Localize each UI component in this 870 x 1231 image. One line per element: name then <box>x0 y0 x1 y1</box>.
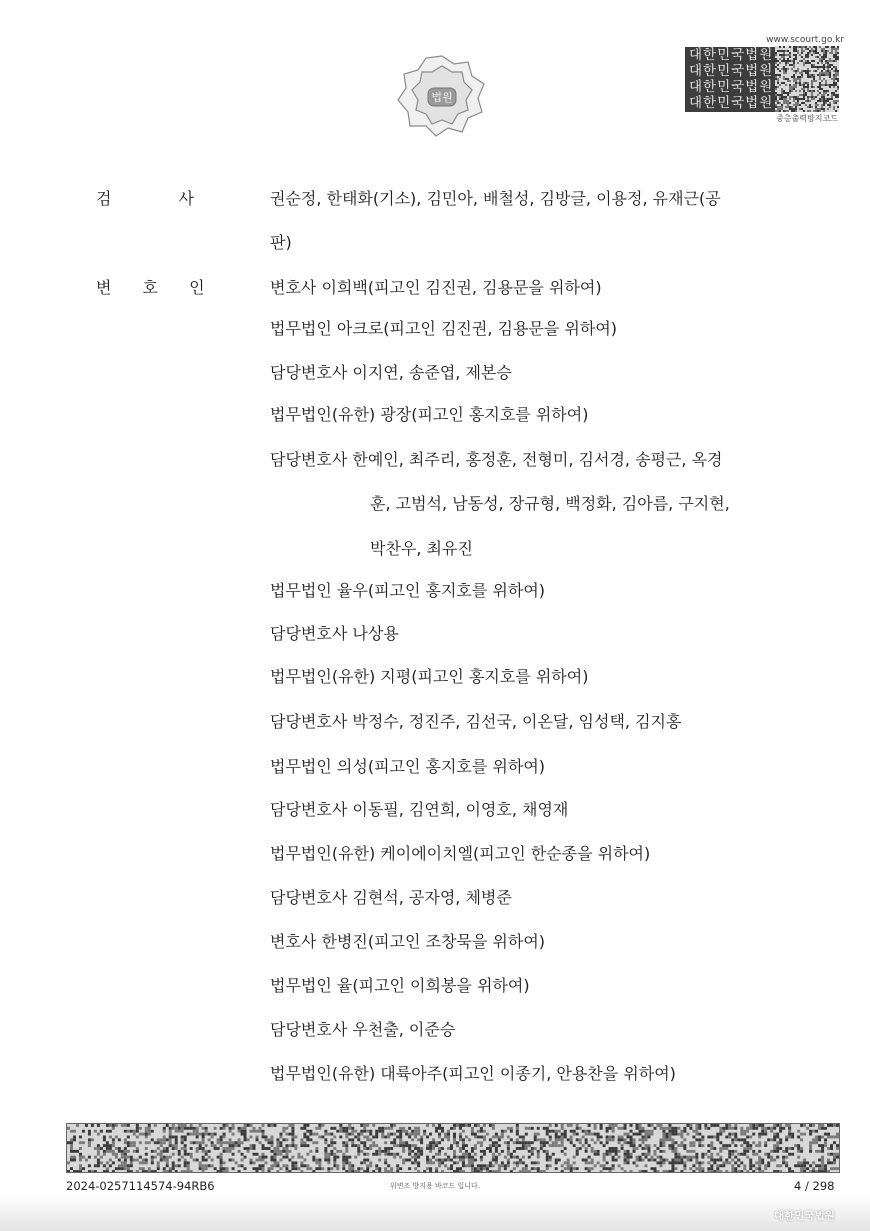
anti-forgery-barcode <box>66 1123 840 1173</box>
counsel-line: 법무법인 의성(피고인 홍지호를 위하여) <box>270 757 546 776</box>
barcode-note: 위변조 방지용 바코드 입니다. <box>390 1182 481 1190</box>
page-number: 4 / 298 <box>794 1179 835 1193</box>
counsel-line: 담당변호사 한예인, 최주리, 홍정훈, 전형미, 김서경, 송평근, 옥경 <box>270 450 723 469</box>
counsel-line: 훈, 고범석, 남동성, 장규형, 백정화, 김아름, 구지현, <box>370 494 730 513</box>
prosecutor-names: 권순정, 한태화(기소), 김민아, 배철성, 김방글, 이용정, 유재근(공 <box>270 189 721 208</box>
site-url: www.scourt.go.kr <box>766 35 844 45</box>
qr-caption: 중층출력방지코드 <box>776 114 838 123</box>
prosecutor-names-cont: 판) <box>270 233 292 252</box>
court-emblem <box>396 50 488 142</box>
counsel-line: 변호사 이희백(피고인 김진권, 김용문을 위하여) <box>270 278 602 297</box>
court-name: 대한민국법원 <box>774 1210 835 1222</box>
counsel-line: 담당변호사 박정수, 정진주, 김선국, 이온달, 임성택, 김지홍 <box>270 712 682 731</box>
watermark-line: 대한민국법원 <box>689 95 774 111</box>
counsel-line: 담당변호사 나상용 <box>270 624 399 643</box>
counsel-line: 법무법인 율우(피고인 홍지호를 위하여) <box>270 581 546 600</box>
watermark-block <box>685 47 775 112</box>
anti-copy-code-icon <box>775 46 839 112</box>
document-id: 2024-0257114574-94RB6 <box>66 1179 215 1193</box>
prosecutor-label-1 <box>96 186 194 209</box>
watermark-line: 대한민국법원 <box>689 79 774 95</box>
footer-band <box>0 1195 870 1231</box>
counsel-line: 법무법인(유한) 대륙아주(피고인 이종기, 안용찬을 위하여) <box>270 1064 676 1083</box>
counsel-line: 담당변호사 이동필, 김연희, 이영호, 채영재 <box>270 800 569 819</box>
counsel-line: 담당변호사 이지연, 송준엽, 제본승 <box>270 363 512 382</box>
counsel-line: 담당변호사 우천출, 이준승 <box>270 1020 456 1039</box>
watermark-line: 대한민국법원 <box>689 63 774 79</box>
emblem-text: 법원 <box>431 91 453 104</box>
counsel-line: 담당변호사 김현석, 공자영, 체병준 <box>270 888 512 907</box>
counsel-line: 법무법인(유한) 광장(피고인 홍지호를 위하여) <box>270 405 589 424</box>
counsel-line: 법무법인(유한) 케이에이치엘(피고인 한순종을 위하여) <box>270 844 651 863</box>
counsel-line: 변호사 한병진(피고인 조창묵을 위하여) <box>270 932 546 951</box>
watermark-line: 대한민국법원 <box>689 47 774 63</box>
counsel-label: 변 호 인 <box>96 278 205 297</box>
counsel-line: 법무법인 아크로(피고인 김진권, 김용문을 위하여) <box>270 319 618 338</box>
counsel-line: 법무법인(유한) 지평(피고인 홍지호를 위하여) <box>270 667 589 686</box>
counsel-line: 박찬우, 최유진 <box>370 539 473 558</box>
counsel-line: 법무법인 율(피고인 이희봉을 위하여) <box>270 976 530 995</box>
prosecutor-label: 검 사 <box>96 189 194 208</box>
